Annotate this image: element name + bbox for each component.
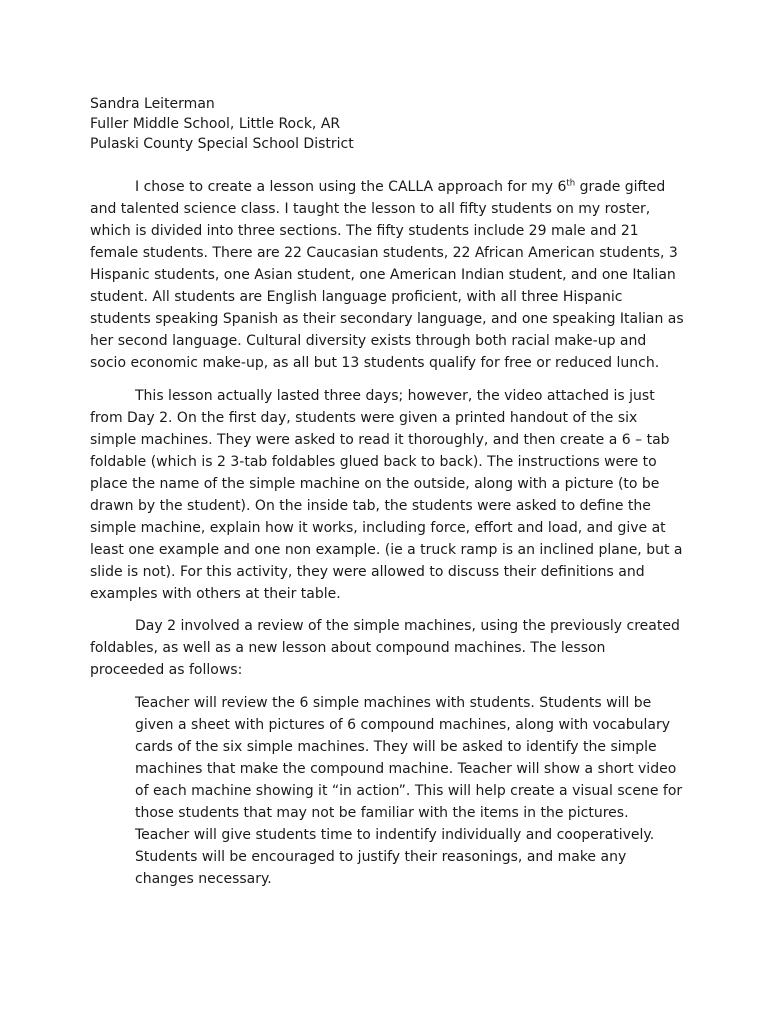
paragraph-text: I chose to create a lesson using the CALLA approach for my 6: [135, 179, 567, 195]
author-name: Sandra Leiterman: [90, 96, 215, 112]
paragraph-lesson-days: This lesson actually lasted three days; however, the video attached is just from Day 2. On the first day, students were given a printed handout of the six simple machines. They were asked to read it thoroughly, and then create a 6 – tab foldable (which is 2 3-tab foldables glued back to back). The instructions were to place the name of the simple machine on the outside, along with a picture (to be drawn by the student). On the inside tab, the students were asked to define the simple machine, explain how it works, including force, effort and load, and give at least one example and one non example. (ie a truck ramp is an inclined plane, but a slide is not). For this activity, they were allowed to discuss their definitions and examples with others at their table.: [90, 387, 683, 602]
superscript-th: th: [566, 178, 576, 189]
paragraph-day-two: Day 2 involved a review of the simple machines, using the previously created foldables, as well as a new lesson about compound machines. The lesson proceeded as follows:: [90, 618, 680, 678]
author-header: [90, 94, 690, 154]
document-body: [90, 176, 684, 890]
school-name: Fuller Middle School, Little Rock, AR: [90, 116, 341, 132]
lesson-procedure-quote: Teacher will review the 6 simple machines with students. Students will be given a sheet with pictures of 6 compound machines, along with vocabulary cards of the six simple machines. They will be asked to identify the simple machines that make the compound machine. Teacher will show a short video of each machine showing it “in action”. This will help create a visual scene for those students that may not be familiar with the items in the pictures. Teacher will give students time to indentify individually and cooperatively. Students will be encouraged to justify their reasonings, and make any changes necessary.: [135, 694, 683, 887]
paragraph-class-description: [90, 176, 684, 374]
district-name: Pulaski County Special School District: [90, 136, 354, 152]
paragraph-text-continued: grade gifted and talented science class. I taught the lesson to all fifty students on my roster, which is divided into three sections. The fifty students include 29 male and 21 female students. There are 22 Caucasian students, 22 African American students, 3 Hispanic students, one Asian student, one American Indian student, and one Italian student. All students are English language proficient, with all three Hispanic students speaking Spanish as their secondary language, and one speaking Italian as her second language. Cultural diversity exists through both racial make-up and socio economic make-up, as all but 13 students qualify for free or reduced lunch.: [90, 179, 684, 371]
